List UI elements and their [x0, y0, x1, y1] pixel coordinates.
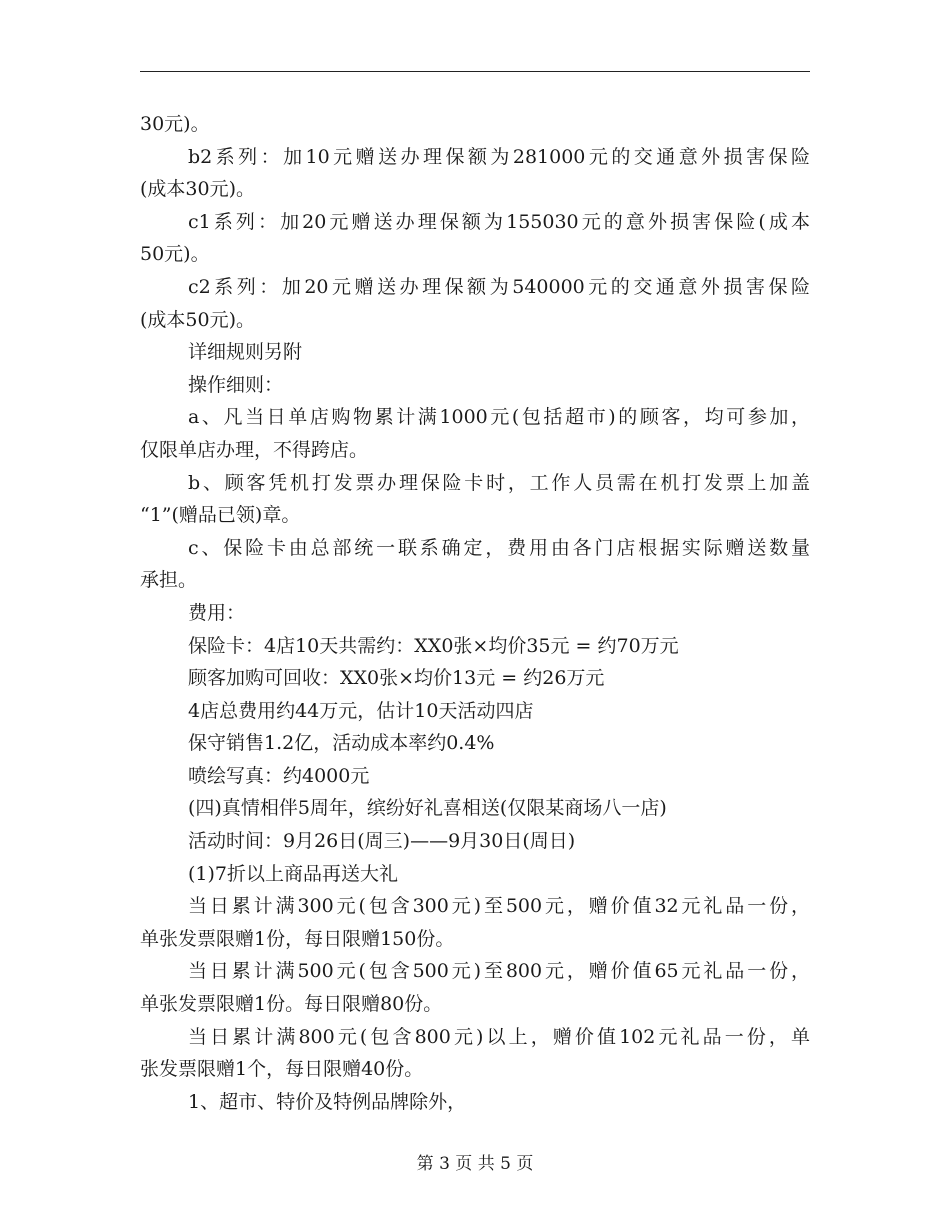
- text-line: c1系列：加20元赠送办理保额为155030元的意外损害保险(成本: [188, 210, 810, 233]
- text-line: a、凡当日单店购物累计满1000元(包括超市)的顾客，均可参加，: [188, 406, 810, 429]
- text-line: 喷绘写真：约4000元: [188, 764, 370, 787]
- text-line: 当日累计满500元(包含500元)至800元，赠价值65元礼品一份，: [188, 960, 810, 983]
- text-line: 仅限单店办理，不得跨店。: [140, 438, 369, 461]
- text-line: b、顾客凭机打发票办理保险卡时，工作人员需在机打发票上加盖: [188, 471, 810, 494]
- text-line: (成本30元)。: [140, 178, 256, 201]
- text-line: 当日累计满800元(包含800元)以上，赠价值102元礼品一份，单: [188, 1025, 810, 1048]
- page-footer: [0, 1152, 950, 1176]
- text-line: 顾客加购可回收：XX0张×均价13元 = 约26万元: [188, 667, 605, 690]
- text-line: (成本50元)。: [140, 308, 256, 331]
- text-line: 详细规则另附: [188, 341, 303, 364]
- text-line: (四)真情相伴5周年，缤纷好礼喜相送(仅限某商场八一店): [188, 797, 667, 820]
- text-line: 操作细则：: [188, 373, 284, 396]
- text-line: 单张发票限赠1份。每日限赠80份。: [140, 993, 443, 1016]
- text-line: c2系列：加20元赠送办理保额为540000元的交通意外损害保险: [188, 275, 810, 298]
- text-line: 30元)。: [140, 113, 210, 135]
- page-number-label: 第 3 页 共 5 页: [416, 1154, 534, 1174]
- text-line: “1”(赠品已领)章。: [140, 504, 301, 527]
- text-line: 活动时间：9月26日(周三)——9月30日(周日): [188, 830, 576, 853]
- text-line: c、保险卡由总部统一联系确定，费用由各门店根据实际赠送数量: [188, 536, 810, 559]
- text-line: 50元)。: [140, 243, 210, 266]
- text-line: b2系列：加10元赠送办理保额为281000元的交通意外损害保险: [188, 145, 810, 168]
- text-line: 张发票限赠1个，每日限赠40份。: [140, 1058, 424, 1081]
- document-body: [140, 108, 810, 1118]
- text-line: 保守销售1.2亿，活动成本率约0.4%: [188, 732, 495, 755]
- text-line: 保险卡：4店10天共需约：XX0张×均价35元 = 约70万元: [188, 634, 679, 657]
- header-rule: [140, 71, 810, 72]
- text-line: 4店总费用约44万元，估计10天活动四店: [188, 699, 534, 722]
- text-line: 1、超市、特价及特例品牌除外，: [188, 1090, 467, 1113]
- text-line: (1)7折以上商品再送大礼: [188, 862, 399, 885]
- text-line: 承担。: [140, 569, 198, 592]
- text-line: 费用：: [188, 601, 246, 624]
- text-line: 当日累计满300元(包含300元)至500元，赠价值32元礼品一份，: [188, 895, 810, 918]
- text-line: 单张发票限赠1份，每日限赠150份。: [140, 927, 455, 950]
